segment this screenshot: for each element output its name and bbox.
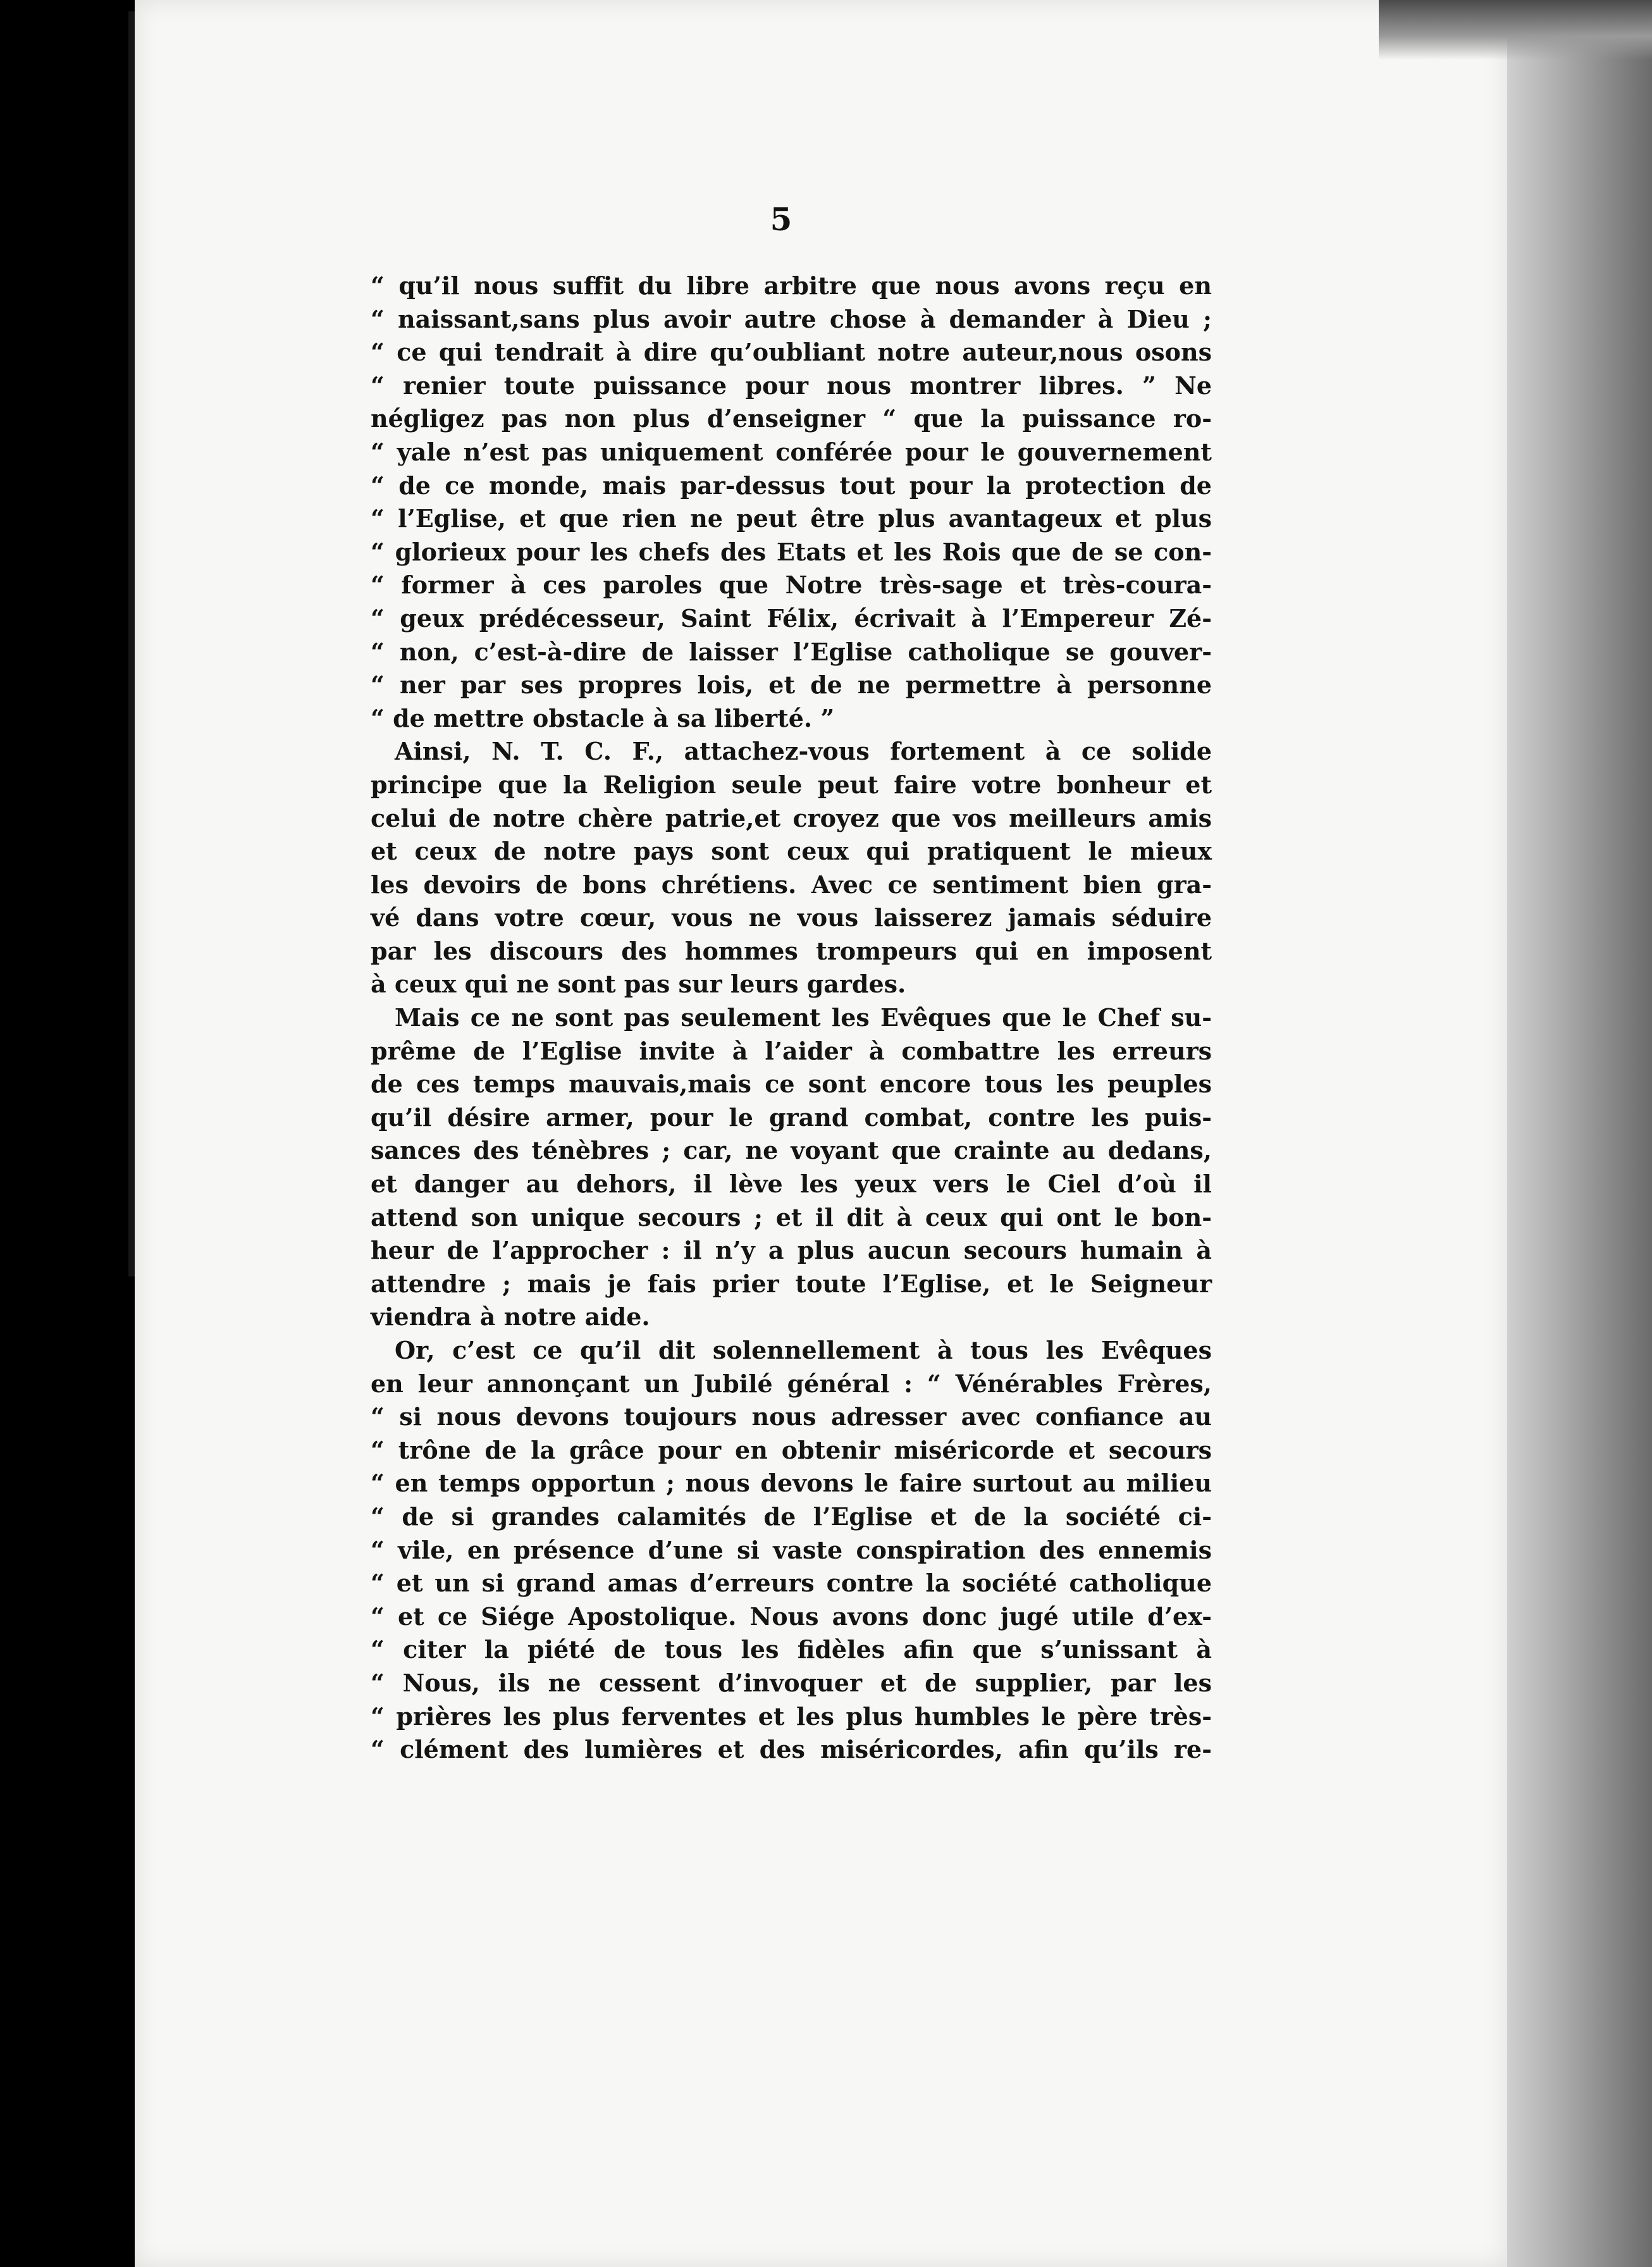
text-line: “ et ce Siége Apostolique. Nous avons donc jugé utile d’ex- [371, 1602, 1212, 1631]
text-line: en leur annonçant un Jubilé général : “ Vénérables Frères, [371, 1369, 1212, 1398]
text-line: à ceux qui ne sont pas sur leurs gardes. [371, 970, 906, 999]
text-line: heur de l’approcher : il n’y a plus aucun secours humain à [371, 1236, 1212, 1265]
paragraph-start-line: Mais ce ne sont pas seulement les Evêques que le Chef su- [395, 1003, 1212, 1032]
text-line: “ ce qui tendrait à dire qu’oubliant notre auteur,nous osons [371, 338, 1212, 367]
text-line: “ de ce monde, mais par-dessus tout pour la protection de [371, 471, 1212, 500]
text-line: “ glorieux pour les chefs des Etats et les Rois que de se con- [371, 537, 1212, 566]
paragraph-start-line: Ainsi, N. T. C. F., attachez-vous fortement à ce solide [395, 737, 1212, 766]
body-text [371, 269, 1212, 1767]
text-line: “ qu’il nous suffit du libre arbitre que nous avons reçu en [371, 271, 1212, 300]
text-line: attend son unique secours ; et il dit à ceux qui ont le bon- [371, 1202, 1212, 1232]
text-line: “ prières les plus ferventes et les plus humbles le père très- [371, 1702, 1212, 1731]
text-line: vé dans votre cœur, vous ne vous laisserez jamais séduire [371, 903, 1212, 932]
text-line: “ de si grandes calamités de l’Eglise et de la société ci- [371, 1502, 1212, 1531]
text-line: qu’il désire armer, pour le grand combat, contre les puis- [371, 1103, 1212, 1132]
text-line: sances des ténèbres ; car, ne voyant que crainte au dedans, [371, 1136, 1212, 1165]
text-line: “ non, c’est-à-dire de laisser l’Eglise catholique se gouver- [371, 637, 1212, 666]
text-line: attendre ; mais je fais prier toute l’Eglise, et le Seigneur [371, 1269, 1212, 1298]
text-line: principe que la Religion seule peut faire votre bonheur et [371, 770, 1212, 799]
text-line: “ naissant,sans plus avoir autre chose à demander à Dieu ; [371, 304, 1212, 333]
page-number: 5 [770, 201, 792, 238]
text-line: “ clément des lumières et des miséricordes, afin qu’ils re- [371, 1735, 1212, 1764]
scan-border-rule [128, 11, 135, 1276]
text-line: “ de mettre obstacle à sa liberté. ” [371, 703, 835, 732]
text-line: “ vile, en présence d’une si vaste conspiration des ennemis [371, 1535, 1212, 1564]
text-line: et ceux de notre pays sont ceux qui pratiquent le mieux [371, 837, 1212, 866]
text-line: celui de notre chère patrie,et croyez que vos meilleurs amis [371, 803, 1212, 832]
text-line: “ trône de la grâce pour en obtenir miséricorde et secours [371, 1435, 1212, 1464]
text-line: les devoirs de bons chrétiens. Avec ce sentiment bien gra- [371, 870, 1212, 899]
text-line: “ et un si grand amas d’erreurs contre la société catholique [371, 1569, 1212, 1598]
text-line: “ l’Eglise, et que rien ne peut être plus avantageux et plus [371, 504, 1212, 533]
text-line: “ geux prédécesseur, Saint Félix, écrivait à l’Empereur Zé- [371, 603, 1212, 633]
text-line: “ yale n’est pas uniquement conférée pour le gouvernement [371, 437, 1212, 466]
text-line: par les discours des hommes trompeurs qui en imposent [371, 936, 1212, 965]
text-line: “ en temps opportun ; nous devons le faire surtout au milieu [371, 1469, 1212, 1498]
text-line: “ citer la piété de tous les fidèles afin que s’unissant à [371, 1635, 1212, 1664]
text-line: “ Nous, ils ne cessent d’invoquer et de supplier, par les [371, 1668, 1212, 1697]
text-line: “ former à ces paroles que Notre très-sage et très-coura- [371, 571, 1212, 600]
text-line: “ ner par ses propres lois, et de ne permettre à personne [371, 670, 1212, 700]
text-line: viendra à notre aide. [371, 1302, 650, 1331]
page-top-shadow [1379, 0, 1652, 60]
text-line: négligez pas non plus d’enseigner “ que la puissance ro- [371, 404, 1212, 433]
text-line: “ renier toute puissance pour nous montrer libres. ” Ne [371, 371, 1212, 400]
paragraph-start-line: Or, c’est ce qu’il dit solennellement à tous les Evêques [395, 1336, 1212, 1364]
page-stack-edge [1507, 0, 1652, 2267]
text-line: de ces temps mauvais,mais ce sont encore tous les peuples [371, 1070, 1212, 1099]
text-line: et danger au dehors, il lève les yeux vers le Ciel d’où il [371, 1170, 1212, 1199]
text-line: “ si nous devons toujours nous adresser avec confiance au [371, 1402, 1212, 1431]
text-line: prême de l’Eglise invite à l’aider à combattre les erreurs [371, 1036, 1212, 1065]
